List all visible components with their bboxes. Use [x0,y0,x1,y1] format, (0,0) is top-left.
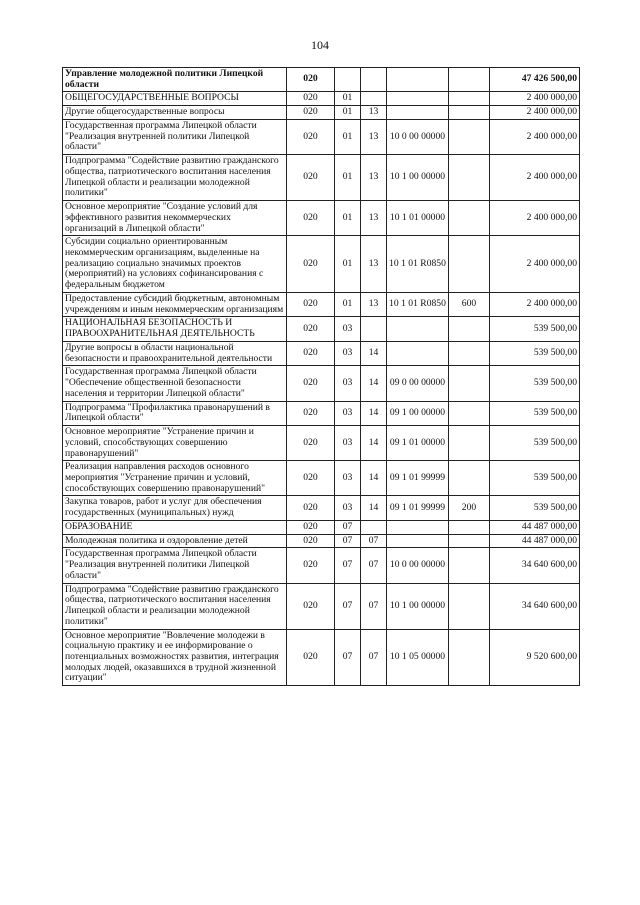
row-expense-type-cell [449,341,490,365]
row-subsection-cell: 13 [361,292,387,316]
row-admin-code-cell: 020 [287,583,335,629]
row-section-cell: 07 [335,534,361,548]
row-section-cell: 01 [335,106,361,120]
row-admin-code-cell: 020 [287,155,335,201]
row-name-cell: ОБЩЕГОСУДАРСТВЕННЫЕ ВОПРОСЫ [63,92,287,106]
row-expense-type-cell [449,317,490,341]
row-expense-type-cell: 200 [449,496,490,520]
row-target-article-cell: 09 1 00 00000 [387,401,449,425]
table-row [63,548,580,583]
row-amount-cell: 539 500,00 [490,366,580,401]
row-expense-type-cell [449,366,490,401]
row-admin-code-cell: 020 [287,236,335,293]
row-section-cell: 03 [335,341,361,365]
row-name-cell: Государственная программа Липецкой области "Реализация внутренней политики Липецкой области" [63,119,287,154]
row-section-cell: 03 [335,426,361,461]
row-admin-code-cell: 020 [287,426,335,461]
row-expense-type-cell [449,106,490,120]
table-row [63,426,580,461]
row-subsection-cell [361,317,387,341]
row-expense-type-cell [449,583,490,629]
row-expense-type-cell [449,520,490,534]
row-name-cell: Управление молодежной политики Липецкой области [63,68,287,92]
row-section-cell: 01 [335,92,361,106]
row-admin-code-cell: 020 [287,201,335,236]
row-subsection-cell: 14 [361,341,387,365]
row-amount-cell: 539 500,00 [490,461,580,496]
row-expense-type-cell [449,201,490,236]
row-amount-cell: 2 400 000,00 [490,155,580,201]
row-expense-type-cell [449,534,490,548]
row-target-article-cell [387,520,449,534]
row-amount-cell: 2 400 000,00 [490,106,580,120]
row-subsection-cell [361,92,387,106]
row-name-cell: Подпрограмма "Профилактика правонарушений в Липецкой области" [63,401,287,425]
table-row [63,341,580,365]
row-section-cell [335,68,361,92]
row-expense-type-cell: 600 [449,292,490,316]
row-admin-code-cell: 020 [287,520,335,534]
row-target-article-cell: 09 1 01 99999 [387,461,449,496]
table-row [63,496,580,520]
table-row [63,155,580,201]
table-row [63,236,580,293]
row-admin-code-cell: 020 [287,461,335,496]
row-admin-code-cell: 020 [287,292,335,316]
row-admin-code-cell: 020 [287,548,335,583]
row-subsection-cell: 07 [361,548,387,583]
row-name-cell: НАЦИОНАЛЬНАЯ БЕЗОПАСНОСТЬ И ПРАВООХРАНИТЕЛЬНАЯ ДЕЯТЕЛЬНОСТЬ [63,317,287,341]
row-name-cell: Предоставление субсидий бюджетным, автономным учреждениям и иным некоммерческим организациям [63,292,287,316]
table-row [63,629,580,686]
row-admin-code-cell: 020 [287,629,335,686]
row-section-cell: 07 [335,583,361,629]
row-amount-cell: 47 426 500,00 [490,68,580,92]
row-admin-code-cell: 020 [287,496,335,520]
row-amount-cell: 9 520 600,00 [490,629,580,686]
table-row [63,583,580,629]
row-expense-type-cell [449,119,490,154]
row-section-cell: 01 [335,236,361,293]
row-admin-code-cell: 020 [287,92,335,106]
row-target-article-cell: 10 1 05 00000 [387,629,449,686]
row-target-article-cell: 10 1 00 00000 [387,583,449,629]
row-subsection-cell: 13 [361,155,387,201]
row-section-cell: 03 [335,461,361,496]
row-target-article-cell [387,68,449,92]
row-section-cell: 01 [335,201,361,236]
row-name-cell: Подпрограмма "Содействие развитию гражданского общества, патриотического воспитания населения Липецкой области и реализации молодежной политики" [63,583,287,629]
row-amount-cell: 2 400 000,00 [490,236,580,293]
table-row [63,292,580,316]
row-subsection-cell: 13 [361,106,387,120]
row-admin-code-cell: 020 [287,106,335,120]
row-expense-type-cell [449,629,490,686]
row-name-cell: Государственная программа Липецкой области "Реализация внутренней политики Липецкой области" [63,548,287,583]
row-amount-cell: 44 487 000,00 [490,534,580,548]
row-subsection-cell: 14 [361,496,387,520]
table-row [63,534,580,548]
row-amount-cell: 44 487 000,00 [490,520,580,534]
row-expense-type-cell [449,548,490,583]
row-subsection-cell: 07 [361,629,387,686]
row-subsection-cell: 13 [361,201,387,236]
row-expense-type-cell [449,92,490,106]
row-target-article-cell: 10 0 00 00000 [387,548,449,583]
row-amount-cell: 2 400 000,00 [490,92,580,106]
row-section-cell: 01 [335,155,361,201]
row-section-cell: 03 [335,317,361,341]
table-row [63,520,580,534]
row-admin-code-cell: 020 [287,534,335,548]
row-target-article-cell [387,341,449,365]
row-amount-cell: 539 500,00 [490,401,580,425]
budget-table-body [63,68,580,686]
row-section-cell: 07 [335,629,361,686]
row-expense-type-cell [449,236,490,293]
row-amount-cell: 539 500,00 [490,496,580,520]
row-expense-type-cell [449,68,490,92]
row-subsection-cell: 13 [361,236,387,293]
row-subsection-cell [361,520,387,534]
row-name-cell: Основное мероприятие "Устранение причин и условий, способствующих совершению правонарушений" [63,426,287,461]
row-subsection-cell [361,68,387,92]
row-name-cell: Другие вопросы в области национальной безопасности и правоохранительной деятельности [63,341,287,365]
row-name-cell: Субсидии социально ориентированным некоммерческим организациям, выделенные на реализацию социально значимых проектов (мероприятий) на условиях софинансирования с федеральным бюджетом [63,236,287,293]
row-admin-code-cell: 020 [287,68,335,92]
table-row [63,92,580,106]
row-amount-cell: 2 400 000,00 [490,119,580,154]
row-amount-cell: 2 400 000,00 [490,292,580,316]
row-name-cell: Закупка товаров, работ и услуг для обеспечения государственных (муниципальных) нужд [63,496,287,520]
row-subsection-cell: 14 [361,461,387,496]
row-target-article-cell: 10 0 00 00000 [387,119,449,154]
row-subsection-cell: 14 [361,401,387,425]
row-name-cell: Подпрограмма "Содействие развитию гражданского общества, патриотического воспитания населения Липецкой области и реализации молодежной политики" [63,155,287,201]
row-admin-code-cell: 020 [287,366,335,401]
row-section-cell: 07 [335,548,361,583]
row-target-article-cell: 09 1 01 99999 [387,496,449,520]
row-name-cell: Государственная программа Липецкой области "Обеспечение общественной безопасности населения и территории Липецкой области" [63,366,287,401]
row-target-article-cell [387,106,449,120]
row-section-cell: 03 [335,366,361,401]
row-subsection-cell: 13 [361,119,387,154]
row-section-cell: 01 [335,292,361,316]
row-expense-type-cell [449,401,490,425]
row-target-article-cell: 09 0 00 00000 [387,366,449,401]
row-target-article-cell [387,317,449,341]
row-name-cell: Основное мероприятие "Вовлечение молодежи в социальную практику и ее информирование о потенциальных возможностях развития, интеграция молодых людей, оказавшихся в трудной жизненной ситуации" [63,629,287,686]
row-amount-cell: 539 500,00 [490,317,580,341]
row-amount-cell: 2 400 000,00 [490,201,580,236]
table-row [63,401,580,425]
row-section-cell: 03 [335,401,361,425]
table-row [63,461,580,496]
row-expense-type-cell [449,155,490,201]
row-expense-type-cell [449,426,490,461]
row-target-article-cell: 10 1 01 00000 [387,201,449,236]
row-admin-code-cell: 020 [287,317,335,341]
row-target-article-cell [387,92,449,106]
row-admin-code-cell: 020 [287,119,335,154]
row-admin-code-cell: 020 [287,401,335,425]
row-name-cell: Основное мероприятие "Создание условий для эффективного развития некоммерческих организаций в Липецкой области" [63,201,287,236]
row-target-article-cell: 10 1 00 00000 [387,155,449,201]
row-target-article-cell: 10 1 01 R0850 [387,236,449,293]
row-section-cell: 07 [335,520,361,534]
table-row [63,201,580,236]
row-section-cell: 03 [335,496,361,520]
row-name-cell: Реализация направления расходов основного мероприятия "Устранение причин и условий, способствующих совершению правонарушений" [63,461,287,496]
row-subsection-cell: 14 [361,366,387,401]
table-row [63,68,580,92]
row-amount-cell: 539 500,00 [490,426,580,461]
row-subsection-cell: 07 [361,583,387,629]
row-target-article-cell [387,534,449,548]
row-target-article-cell: 09 1 01 00000 [387,426,449,461]
row-target-article-cell: 10 1 01 R0850 [387,292,449,316]
row-subsection-cell: 14 [361,426,387,461]
page-number: 104 [311,38,329,52]
row-name-cell: Молодежная политика и оздоровление детей [63,534,287,548]
budget-table [62,67,580,686]
table-row [63,317,580,341]
row-subsection-cell: 07 [361,534,387,548]
row-expense-type-cell [449,461,490,496]
row-name-cell: ОБРАЗОВАНИЕ [63,520,287,534]
row-name-cell: Другие общегосударственные вопросы [63,106,287,120]
row-admin-code-cell: 020 [287,341,335,365]
row-amount-cell: 539 500,00 [490,341,580,365]
table-row [63,119,580,154]
table-row [63,106,580,120]
row-amount-cell: 34 640 600,00 [490,583,580,629]
table-row [63,366,580,401]
row-amount-cell: 34 640 600,00 [490,548,580,583]
row-section-cell: 01 [335,119,361,154]
